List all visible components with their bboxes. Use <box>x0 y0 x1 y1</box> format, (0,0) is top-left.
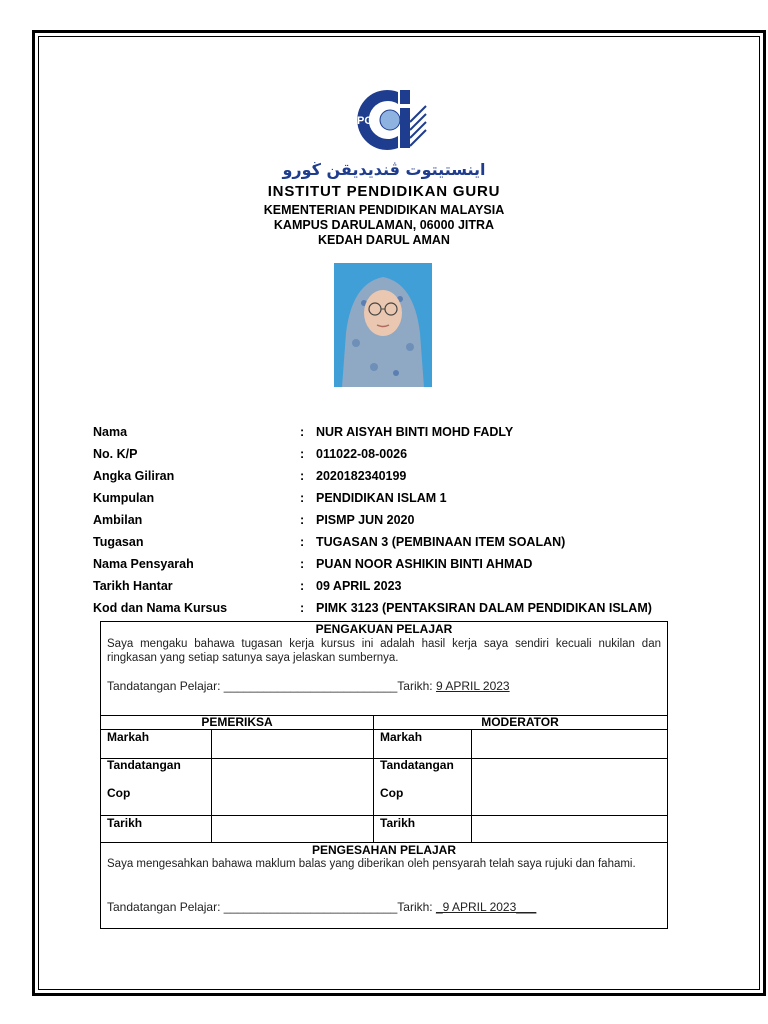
info-row <box>93 465 713 487</box>
info-value: NUR AISYAH BINTI MOHD FADLY <box>316 425 514 439</box>
info-value: TUGASAN 3 (PEMBINAAN ITEM SOALAN) <box>316 535 566 549</box>
checker-title: PEMERIKSA <box>201 715 273 729</box>
info-value: PUAN NOOR ASHIKIN BINTI AHMAD <box>316 557 533 571</box>
confirmation-date-value: _9 APRIL 2023___ <box>435 900 537 914</box>
confirmation-date-label: Tarikh: <box>397 900 433 914</box>
state-line: KEDAH DARUL AMAN <box>318 233 450 247</box>
moderator-marks-label: Markah <box>380 730 423 744</box>
info-row <box>93 509 713 531</box>
declaration-title: PENGAKUAN PELAJAR <box>315 622 453 636</box>
info-label: Tugasan <box>93 535 144 549</box>
campus-line: KAMPUS DARULAMAN, 06000 JITRA <box>273 218 495 232</box>
info-label: Nama <box>93 425 128 439</box>
info-row <box>93 443 713 465</box>
info-colon: : <box>300 557 305 571</box>
checker-date-label: Tarikh <box>107 816 143 830</box>
info-row <box>93 421 713 443</box>
declaration-date-label: Tarikh: <box>397 679 433 693</box>
svg-text:اينستيتوت ڤنديديقن ڬورو: اينستيتوت ڤنديديقن ڬورو <box>282 160 486 179</box>
moderator-title: MODERATOR <box>481 715 559 729</box>
checker-signature-label: Tandatangan <box>107 758 181 772</box>
declaration-text: Saya mengaku bahawa tugasan kerja kursus ini adalah hasil kerja saya sendiri kecuali nukilan dan ringkasan yang setiap satunya saya jelaskan sumbernya. <box>107 638 661 664</box>
info-value: 2020182340199 <box>316 469 407 483</box>
moderator-signature-label: Tandatangan <box>380 758 454 772</box>
confirmation-title: PENGESAHAN PELAJAR <box>311 843 457 857</box>
declaration-signature-label: Tandatangan Pelajar: <box>107 679 221 693</box>
info-label: Ambilan <box>93 513 143 527</box>
info-label: Tarikh Hantar <box>93 579 173 593</box>
confirmation-signature-label: Tandatangan Pelajar: <box>107 900 221 914</box>
info-row <box>93 553 713 575</box>
info-value: 09 APRIL 2023 <box>316 579 402 593</box>
declaration-signature <box>107 679 510 693</box>
info-value: 011022-08-0026 <box>316 447 408 461</box>
info-colon: : <box>300 469 305 483</box>
info-value: PENDIDIKAN ISLAM 1 <box>316 491 447 505</box>
student-info-list <box>93 421 713 619</box>
declaration-date-value: 9 APRIL 2023 <box>435 679 510 693</box>
checker-marks-label: Markah <box>107 730 150 744</box>
confirmation-signature <box>107 900 536 914</box>
jawi-institute-name <box>274 156 494 182</box>
info-colon: : <box>300 447 305 461</box>
info-colon: : <box>300 513 305 527</box>
info-colon: : <box>300 425 305 439</box>
info-row <box>93 487 713 509</box>
declaration-signature-line[interactable]: __________________________ <box>223 679 398 693</box>
info-label: Kumpulan <box>93 491 155 505</box>
info-label: Kod dan Nama Kursus <box>93 601 228 615</box>
info-colon: : <box>300 491 305 505</box>
moderator-date-label: Tarikh <box>380 816 416 830</box>
declaration-form <box>100 621 668 929</box>
info-label: Nama Pensyarah <box>93 557 194 571</box>
ipg-logo <box>340 86 430 154</box>
info-label: Angka Giliran <box>93 469 175 483</box>
info-colon: : <box>300 601 305 615</box>
ministry-line: KEMENTERIAN PENDIDIKAN MALAYSIA <box>263 203 505 217</box>
info-value: PIMK 3123 (PENTAKSIRAN DALAM PENDIDIKAN ISLAM) <box>316 601 652 615</box>
info-colon: : <box>300 579 305 593</box>
moderator-stamp-label: Cop <box>380 786 404 800</box>
confirmation-signature-line[interactable]: __________________________ <box>223 900 398 914</box>
institute-title: INSTITUT PENDIDIKAN GURU <box>267 183 501 200</box>
info-row <box>93 575 713 597</box>
info-label: No. K/P <box>93 447 138 461</box>
confirmation-text: Saya mengesahkan bahawa maklum balas yang diberikan oleh pensyarah telah saya rujuki dan fahami. <box>107 858 636 870</box>
logo-text: IPG <box>354 115 373 127</box>
info-colon: : <box>300 535 305 549</box>
assessment-table <box>101 715 667 843</box>
info-value: PISMP JUN 2020 <box>316 513 415 527</box>
info-row <box>93 597 713 619</box>
checker-stamp-label: Cop <box>107 786 131 800</box>
info-row <box>93 531 713 553</box>
student-photo <box>334 263 432 387</box>
